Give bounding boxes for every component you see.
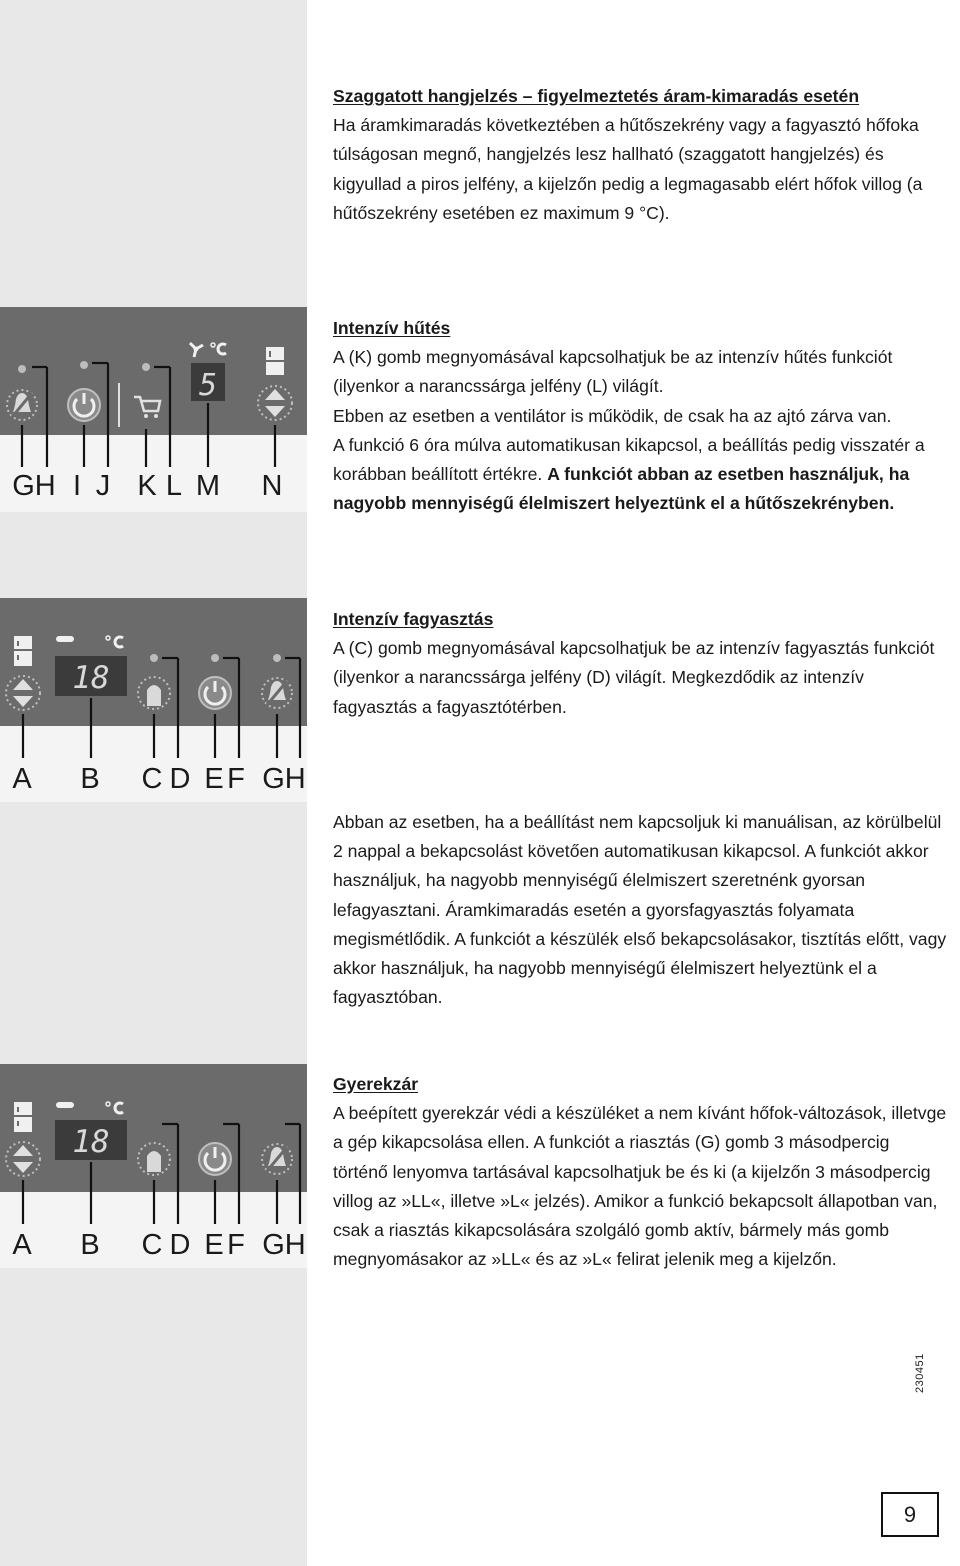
section-body: A (C) gomb megnyomásával kapcsolhatjuk be az intenzív fagyasztás funkciót (ilyenkor a narancssárga jelfény (D) világít. Megkezdődik az intenzív fagyasztás a fagyasztótérben. — [333, 638, 935, 717]
label-J: J — [95, 470, 111, 502]
label-C: C — [141, 1229, 163, 1261]
label-GH: GH — [12, 470, 56, 502]
section-intensive-cooling — [333, 314, 948, 518]
section-body-2: Ebben az esetben a ventilátor is működik, de csak ha az ajtó zárva van. — [333, 405, 892, 426]
label-GH: GH — [262, 763, 306, 795]
power-icon — [199, 1143, 231, 1175]
minus-icon — [56, 1102, 74, 1108]
section-body-3 — [333, 431, 948, 519]
label-L: L — [165, 470, 183, 502]
freezer-icon — [14, 1102, 32, 1132]
label-D: D — [169, 1229, 191, 1261]
display-digit: 5 — [198, 368, 218, 403]
label-E: E — [204, 1229, 224, 1261]
label-N: N — [261, 470, 283, 502]
temperature-display — [55, 1120, 127, 1160]
display-digits: 18 — [72, 1124, 110, 1160]
section-body: A beépített gyerekzár védi a készüléket a nem kívánt hőfok-változások, illetvge a gép kikapcsolása ellen. A funkciót a riasztás (G) gomb 3 másodpercig történő lenyomva tartásával kapcsolhatjuk be és ki (a kijelzőn 3 másodpercig villog az »LL«, illetve »L« jelzés). Amikor a funkció bekapcsolt állapotban van, csak a riasztás kikapcsolására szolgáló gomb aktív, bármely más gomb megnyomásakor az »LL« és az »L« felirat jelenik meg a kijelzőn. — [333, 1103, 947, 1270]
freezer-icon — [14, 636, 32, 666]
label-D: D — [169, 763, 191, 795]
section-heading: Intenzív hűtés — [333, 318, 451, 338]
label-E: E — [204, 763, 224, 795]
section-freezing-continued — [333, 808, 948, 1012]
section-body: Ha áramkimaradás következtében a hűtőszekrény vagy a fagyasztó hőfoka túlságosan megnő, hangjelzés lesz hallható (szaggatott hangjelzés) és kigyullad a piros jelfény, a kijelzőn pedig a legmagasabb elért hőfok villog (a hűtőszekrény esetében ez maximum 9 °C). — [333, 115, 923, 223]
label-C: C — [141, 763, 163, 795]
label-B: B — [80, 1229, 100, 1261]
section-intensive-freezing — [333, 605, 948, 722]
label-A: A — [12, 1229, 32, 1261]
label-F: F — [227, 1229, 245, 1261]
temperature-display — [55, 656, 127, 696]
section-heading: Intenzív fagyasztás — [333, 609, 494, 629]
label-F: F — [227, 763, 245, 795]
section-body: Abban az esetben, ha a beállítást nem kapcsoljuk ki manuálisan, az körülbelül 2 nappal a bekapcsolást követően automatikusan kikapcsol. A funkciót akkor használjuk, ha nagyobb mennyiségű élelmiszert szeretnénk gyorsan lefagyasztani. Áramkimaradás esetén a gyorsfagyasztás folyamata megismétlődik. A funkciót a készülék első bekapcsolásakor, tisztítás előtt, vagy akkor használjuk, ha nagyobb mennyiségű élelmiszert helyeztünk el a fagyasztóban. — [333, 812, 947, 1008]
minus-icon — [56, 636, 74, 642]
freezer-control-panel-1 — [0, 598, 307, 802]
section-body-1: A (K) gomb megnyomásával kapcsolhatjuk be az intenzív hűtés funkciót (ilyenkor a narancssárga jelfény (L) világít. — [333, 347, 893, 397]
label-A: A — [12, 763, 32, 795]
label-B: B — [80, 763, 100, 795]
section-child-lock — [333, 1070, 948, 1274]
label-M: M — [195, 470, 221, 502]
freezer-control-panel-2 — [0, 1064, 307, 1268]
temperature-display — [191, 363, 225, 403]
label-I: I — [72, 470, 82, 502]
section-body-bold: A funkciót abban az esetben használjuk, ha nagyobb mennyiségű élelmiszert helyeztünk el a hűtőszekrényben. — [333, 464, 910, 514]
section-heading: Szaggatott hangjelzés – figyelmeztetés áram-kimaradás esetén — [333, 86, 860, 106]
fridge-control-panel — [0, 307, 307, 512]
fridge-icon — [266, 347, 284, 375]
section-body-3-text: A funkció 6 óra múlva automatikusan kikapcsol, a beállítás pedig visszatér a korábban beállított értékre. — [333, 434, 925, 485]
document-code: 230451 — [914, 1353, 926, 1393]
label-K: K — [137, 470, 157, 502]
section-power-failure-alarm — [333, 82, 948, 228]
section-heading: Gyerekzár — [333, 1074, 419, 1094]
display-digits: 18 — [72, 660, 110, 696]
power-icon — [68, 389, 100, 421]
page-number: 9 — [881, 1492, 939, 1537]
label-GH: GH — [262, 1229, 306, 1261]
power-icon — [199, 677, 231, 709]
